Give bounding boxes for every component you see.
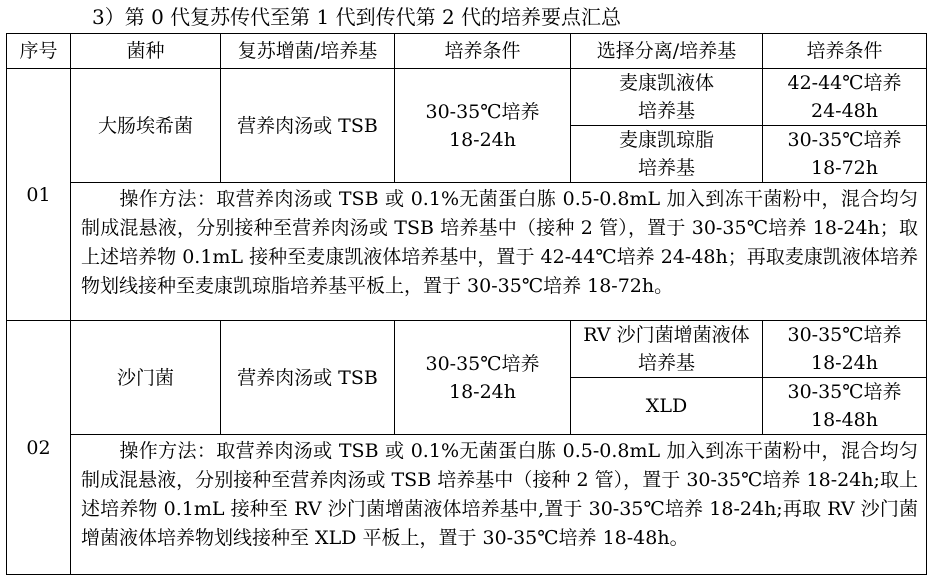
selective-medium-line: 培养基	[637, 100, 695, 122]
header-cell-enrich-condition: 培养条件	[395, 34, 571, 69]
table-row	[7, 69, 927, 126]
selective-condition-cell	[763, 126, 927, 183]
header-cell-selective-medium: 选择分离/培养基	[571, 34, 763, 69]
table-caption: 3）第 0 代复苏传代至第 1 代到传代第 2 代的培养要点汇总	[92, 5, 622, 29]
selective-condition-line: 42-44℃培养	[787, 72, 902, 94]
selective-condition-line: 18-48h	[810, 409, 878, 431]
enrich-medium-cell: 营养肉汤或 TSB	[221, 69, 395, 183]
method-cell	[71, 435, 927, 575]
table-row	[7, 321, 927, 378]
header-cell-selective-condition: 培养条件	[763, 34, 927, 69]
table-header-row	[7, 34, 927, 69]
enrich-condition-line: 18-24h	[448, 128, 516, 151]
row-index-cell: 02	[7, 321, 71, 575]
header-cell-strain: 菌种	[71, 34, 221, 69]
enrich-condition-line: 30-35℃培养	[425, 100, 540, 123]
selective-condition-cell	[763, 321, 927, 378]
selective-condition-line: 30-35℃培养	[787, 129, 902, 151]
selective-medium-cell	[571, 69, 763, 126]
enrich-condition-cell	[395, 321, 571, 435]
selective-condition-line: 18-24h	[810, 352, 878, 374]
selective-medium-line: 培养基	[637, 157, 695, 179]
enrich-condition-line: 30-35℃培养	[425, 352, 540, 375]
selective-condition-line: 30-35℃培养	[787, 324, 902, 346]
strain-cell: 沙门菌	[71, 321, 221, 435]
strain-cell: 大肠埃希菌	[71, 69, 221, 183]
selective-condition-line: 18-72h	[810, 157, 878, 179]
culture-summary-table	[6, 33, 927, 575]
method-cell	[71, 183, 927, 321]
row-index-cell: 01	[7, 69, 71, 321]
selective-medium-cell: XLD	[571, 378, 763, 435]
enrich-condition-cell	[395, 69, 571, 183]
selective-medium-line: 麦康凯液体	[618, 72, 714, 94]
selective-condition-cell	[763, 378, 927, 435]
table-row-method	[7, 435, 927, 575]
header-cell-index: 序号	[7, 34, 71, 69]
header-cell-enrich-medium: 复苏增菌/培养基	[221, 34, 395, 69]
selective-medium-line: RV 沙门菌增菌液体	[583, 324, 750, 346]
selective-condition-line: 30-35℃培养	[787, 381, 902, 403]
enrich-medium-cell: 营养肉汤或 TSB	[221, 321, 395, 435]
selective-medium-line: 麦康凯琼脂	[618, 129, 714, 151]
enrich-condition-line: 18-24h	[448, 380, 516, 403]
selective-medium-cell	[571, 126, 763, 183]
table-row-method	[7, 183, 927, 321]
selective-medium-line: 培养基	[637, 352, 695, 374]
selective-condition-cell	[763, 69, 927, 126]
selective-medium-cell	[571, 321, 763, 378]
selective-condition-line: 24-48h	[810, 100, 878, 122]
method-text: 操作方法：取营养肉汤或 TSB 或 0.1%无菌蛋白胨 0.5-0.8mL 加入到冻干菌粉中，混合均匀制成混悬液，分别接种至营养肉汤或 TSB 培养基中（接种 2 管），置于 30-35℃培养 18-24h；取上述培养物 0.1mL 接种至麦康凯液体培养基中，置于 42-44℃培养 24-48h；再取麦康凯液体培养物划线接种至麦康凯琼脂培养基平板上，置于 30-35℃培养 18-72h。	[81, 188, 918, 297]
method-text: 操作方法：取营养肉汤或 TSB 或 0.1%无菌蛋白胨 0.5-0.8mL 加入到冻干菌粉中，混合均匀制成混悬液，分别接种至营养肉汤或 TSB 培养基中（接种 2 管），置于 30-35℃培养 18-24h;取上述培养物 0.1mL 接种至 RV 沙门菌增菌液体培养基中,置于 30-35℃培养 18-24h;再取 RV 沙门菌增菌液体培养物划线接种至 XLD 平板上，置于 30-35℃培养 18-48h。	[81, 440, 918, 549]
